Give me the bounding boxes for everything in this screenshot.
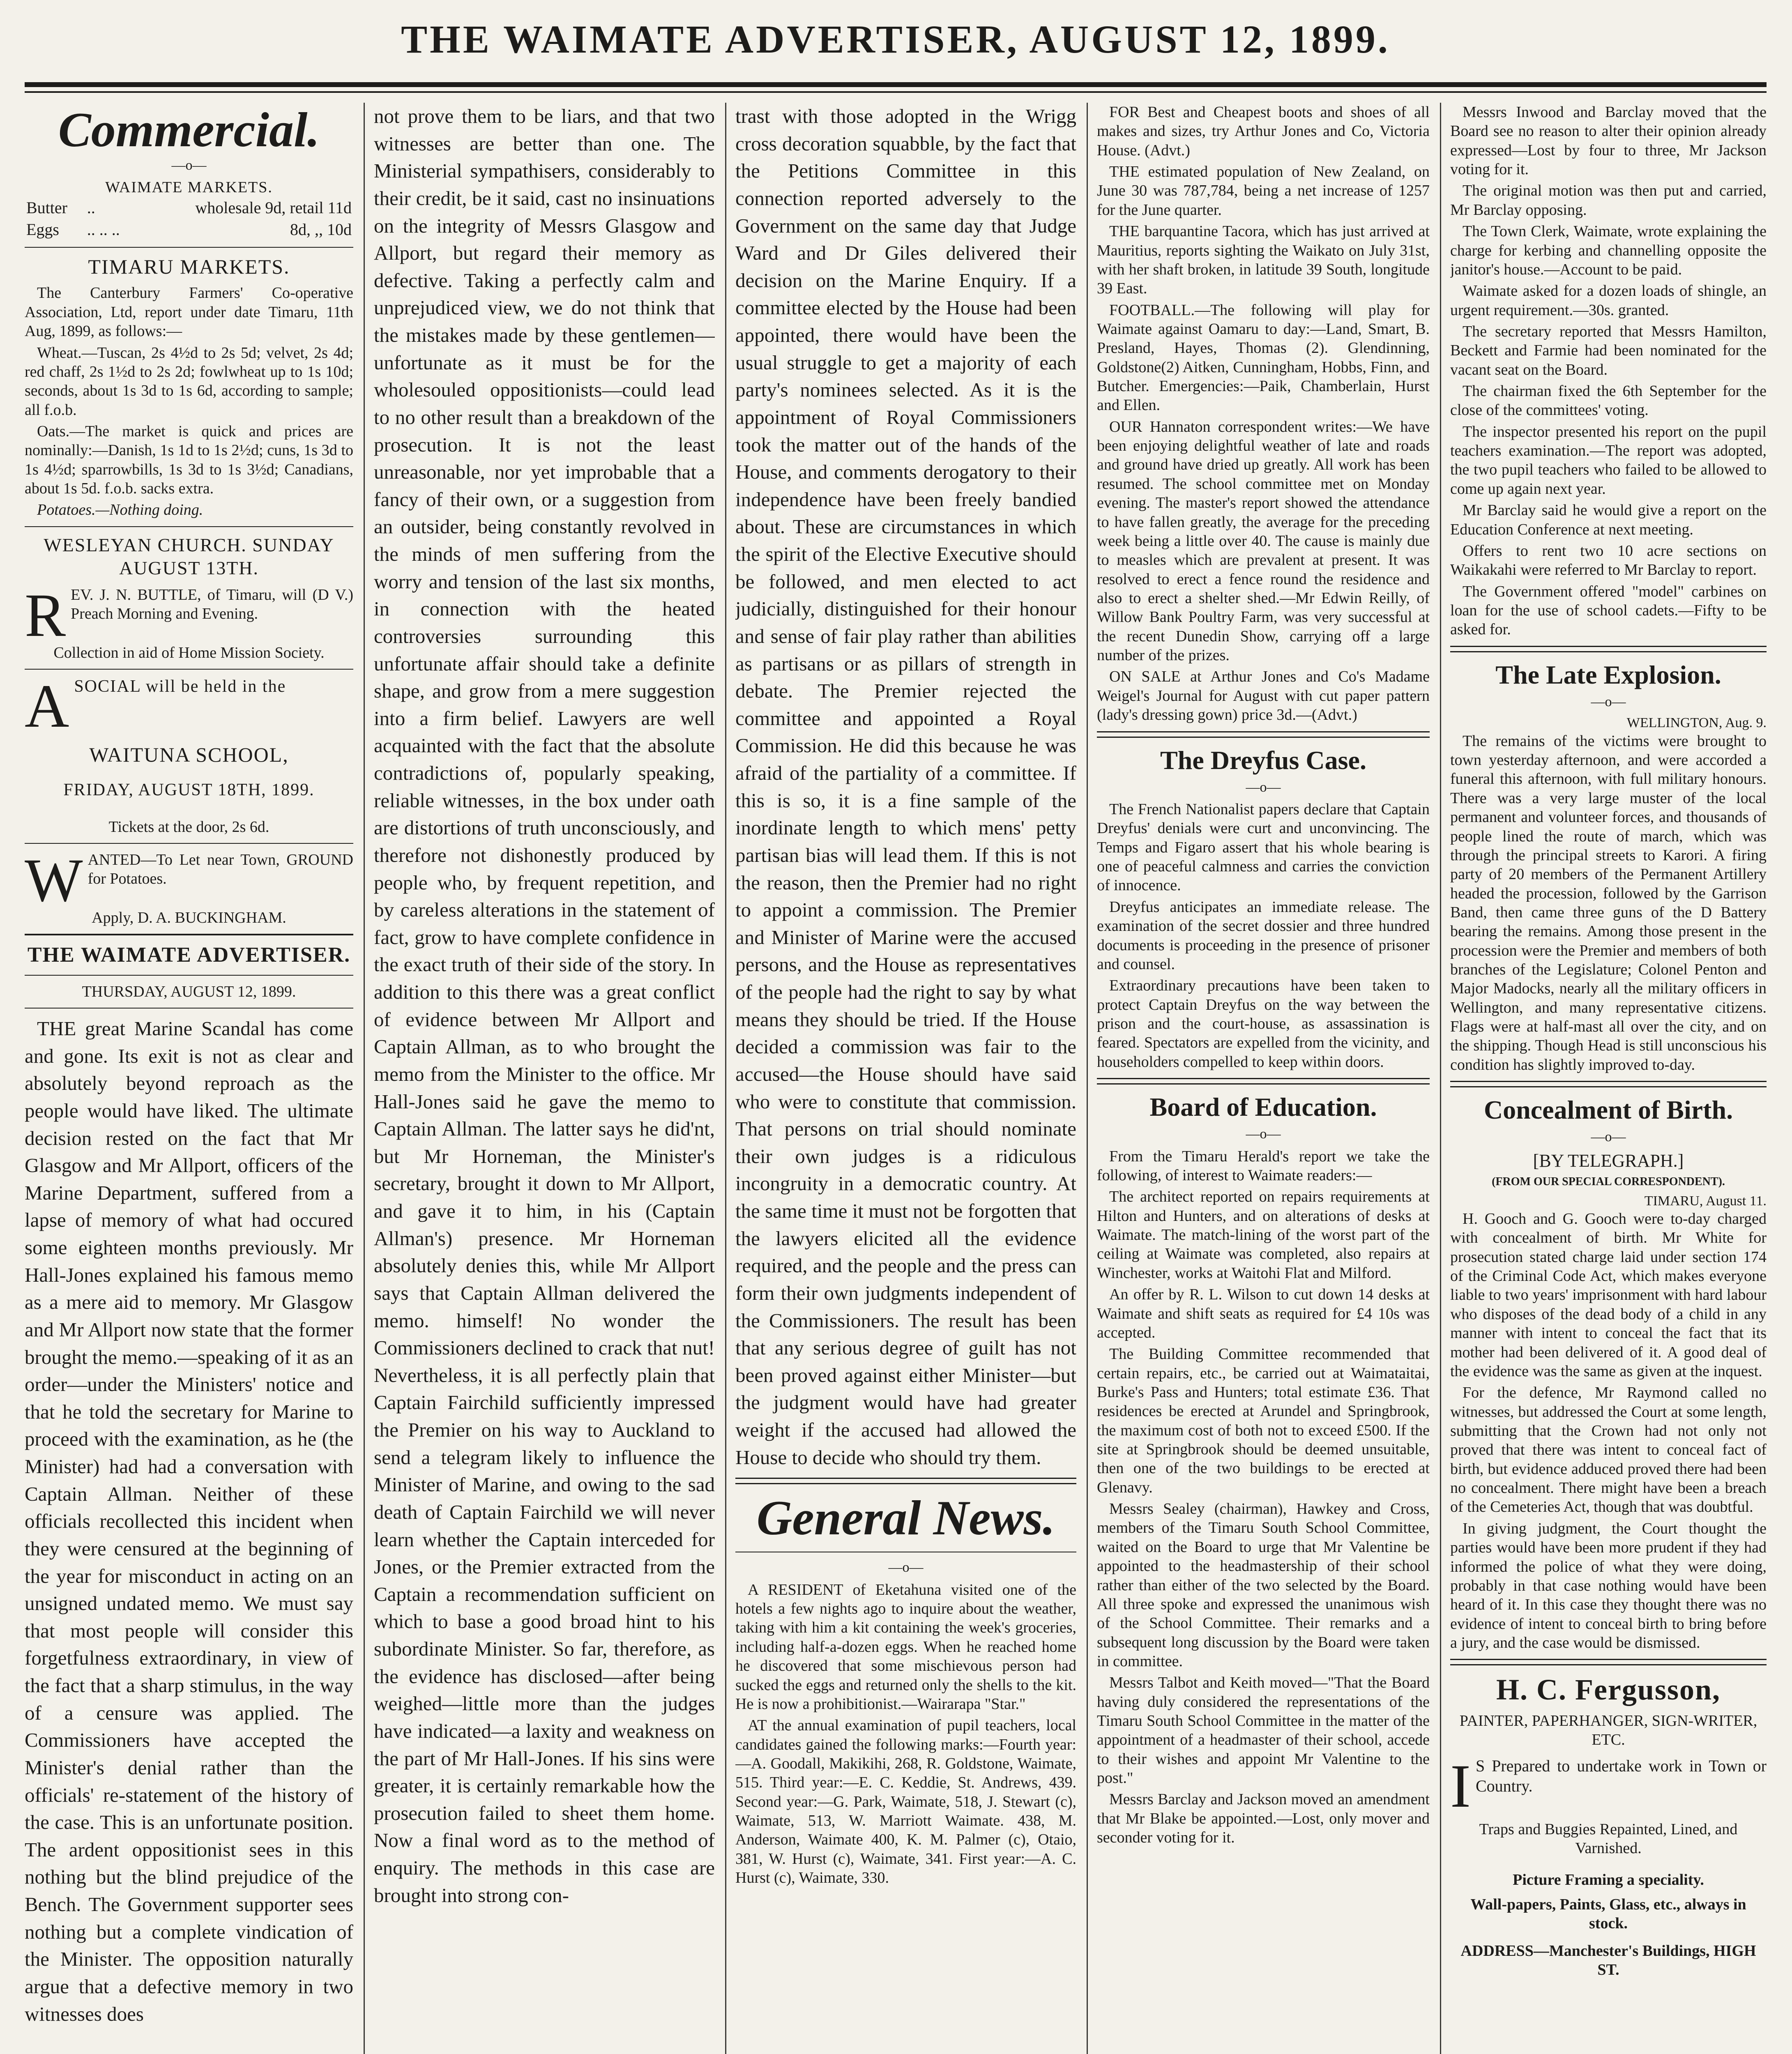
news-paragraph: FOR Best and Cheapest boots and shoes of all makes and sizes, try Arthur Jones and Co, Victoria House. (Advt.) [1097, 104, 1430, 159]
concealment-subhead: [BY TELEGRAPH.] [1533, 1150, 1684, 1171]
wanted-text: ANTED—To Let near Town, GROUND for Potatoes. [88, 851, 353, 888]
ornament: —o— [1591, 1129, 1626, 1145]
market-price: 8d, ,, 10d [290, 220, 352, 239]
news-paragraph: THE barquantine Tacora, which has just arrived at Mauritius, reports sighting the Waikato on July 31st, with her shaft broken, in latitude 39 South, longitude 39 East. [1097, 223, 1430, 297]
ad-address: ADDRESS—Manchester's Buildings, HIGH ST. [1460, 1942, 1756, 1978]
market-price: wholesale 9d, retail 11d [195, 198, 352, 217]
market-row [25, 219, 353, 241]
market-item: Eggs [26, 220, 59, 239]
news-paragraph: OUR Hannaton correspondent writes:—We have been enjoying delightful weather of late and roads and ground have dried up greatly. All work has been resumed. The school committee met on Monday evening. The master's report showed the attendance to have fallen greatly, the average for the preceding week being a little over 40. The cause is mainly due to measles which are prevalent at present. It was resolved to erect a fence round the residence and also to erect a shelter shed.—Mr Edwin Reilly, of Willow Bank Poultry Farm, was very successful at the recent Dunedin Show, carrying off a large number of the prizes. [1097, 418, 1430, 664]
market-dots: .. .. .. [87, 220, 120, 239]
explosion-paragraph: The remains of the victims were brought to town yesterday afternoon, and were accorded a funeral this afternoon, with full military honours. There was a very large muster of the local permanent and volunteer forces, and thousands of people lined the route of march, which was through the principal streets to Karori. A firing party of 20 members of the Permanent Artillery headed the procession, followed by the Garrison Band, then came three guns of the D Battery bearing the remains. Among those present in the procession were the Premier and members of both branches of the Legislature; Colonel Penton and Major Madocks, nearly all the military officers in Wellington, and many representative citizens. Flags were at half-mast all over the city, and on the shipping. Though Head is still unconscious his condition has slightly improved to-day. [1450, 732, 1767, 1073]
column-rule [1440, 103, 1441, 2054]
board-paragraph: The Building Committee recommended that certain repairs, etc., be carried out at Waimataitai, Burke's Pass and Hunters; total estimate £36. That residences be erected at Arundel and Springbrook, the maximum cost of both not to exceed £500. If the site at Springbrook should be deemed unsuitable, then one of the two buildings to be erected at Glenavy. [1097, 1345, 1430, 1496]
divider [735, 1478, 1076, 1484]
divider [25, 1008, 353, 1009]
divider [25, 526, 353, 527]
masthead-rule [25, 82, 1767, 87]
church-collection: Collection in aid of Home Mission Society. [53, 644, 325, 661]
concealment-paragraph: In giving judgment, the Court thought the parties would have been more prudent if they had informed the police of what they were doing, probably in that case nothing would have been heard of it. In this case they thought there was no evidence of intent to conceal birth to bring before a jury, and the case would be dismissed. [1450, 1520, 1767, 1651]
leader-conclusion: trast with those adopted in the Wrigg cross decoration squabble, by the fact that the Petitions Committee in this connection reported adversely to the Government on the same day that Judge Ward and Dr Giles delivered their decision on the Marine Enquiry. If a committee elected by the House had been appointed, there would have been the usual struggle to get a majority of each party's nominees selected. As it is the appointment of Royal Commissioners took the matter out of the hands of the House, and comments derogatory to their independence have been freely bandied about. These are circumstances in which the spirit of the Elective Executive should be followed, and men elected to act judicially, distinguished for their honour and sense of fair play rather than abilities as partisans or as pillars of strength in debate. The Premier rejected the committee and appointed a Royal Commission. He did this because he was afraid of the partiality of a committee. If this is so, it is a fine sample of the inordinate length to which mens' petty partisan bias will lead them. If this is not the reason, then the Premier had no right to appoint a commission. The Premier and Minister of Marine were the accused persons, and the House as representatives of the people had the right to say by what means they should be tried. If the House decided a commission was fair to the accused—the House should have said who were to constitute that commission. That persons on trial should nominate their own judges is a ridiculous incongruity in a democratic country. At the same time it must not be forgotten that the lawyers elicited all the evidence required, and the people and the press can form their own judgments independent of the Commissioners. The result has been that any serious degree of guilt has not been proved against either Minister—but the judgment would have had greater weight if the accused had allowed the House to decide who should try them. [735, 105, 1076, 1469]
ornament: —o— [1246, 1126, 1281, 1142]
board-paragraph: Offers to rent two 10 acre sections on Waikakahi were referred to Mr Barclay to report. [1450, 542, 1767, 579]
leader-paragraph: THE great Marine Scandal has come and gone. Its exit is not as clear and absolutely beyond reproach as the people would have liked. The ultimate decision rested on the fact that Mr Glasgow and Mr Allport, officers of the Marine Department, suffered from a lapse of memory of what had occured some eighteen months previously. Mr Hall-Jones explained his famous memo as a mere aid to memory. Mr Glasgow and Mr Allport now state that the former brought the memo.—speaking of it as an order—under the Ministers' notice and that he told the secretary for Marine to proceed with the examination, as he (the Minister) had had a conversation with Captain Allman. Neither of these officials recollected this incident when they were censured at the beginning of the year for misconduct in acting on an unsigned undated memo. We must say that most people will consider this forgetfulness extraordinary, in view of the fact that a sharp stimulus, in the way of a censure was applied. The Commissioners have accepted the Minister's denial rather than the officials' re-statement of the history of the case. This is an unfortunate position. The ardent oppositionist sees in this nothing but the blind prejudice of the Bench. The Government supporter sees nothing but a complete vindication of the Minister. The opposition naturally argue that a defective memory in two witnesses does [25, 1017, 353, 2025]
board-paragraph: The architect reported on repairs requirements at Hilton and Hunters, and on alterations of desks at Waimate. The match-lining of the worst part of the ceiling at Waimate was completed, also repairs at Winchester, works at Waitohi Flat and Milford. [1097, 1188, 1430, 1282]
concealment-paragraph: For the defence, Mr Raymond called no witnesses, but addressed the Court at some length, submitting that the Crown had not only not proved that there was intent to conceal fact of birth, but evidence adduced proved there had been no concealment. There might have been a breach of the Cemeteries Act, though that was doubtful. [1450, 1384, 1767, 1516]
dreyfus-heading: The Dreyfus Case. [1160, 745, 1366, 775]
dreyfus-paragraph: The French Nationalist papers declare that Captain Dreyfus' denials were curt and unconvincing. The Temps and Figaro assert that his whole bearing is one of peaceful calmness and carries the conviction of innocence. [1097, 801, 1430, 894]
column-1 [25, 103, 353, 2054]
board-paragraph: Mr Barclay said he would give a report on the Education Conference at next meeting. [1450, 502, 1767, 538]
social-line-3: FRIDAY, AUGUST 18TH, 1899. [63, 781, 315, 800]
ad-line: Picture Framing a speciality. [1513, 1871, 1704, 1888]
dropcap: W [25, 846, 83, 914]
ornament: —o— [171, 158, 207, 173]
divider [25, 669, 353, 670]
ornament: —o— [1246, 779, 1281, 795]
news-paragraph: ON SALE at Arthur Jones and Co's Madame Weigel's Journal for August with cut paper pattern (lady's dressing gown) price 3d.—(Advt.) [1097, 668, 1430, 724]
board-paragraph: Messrs Barclay and Jackson moved an amendment that Mr Blake be appointed.—Lost, only mover and seconder voting for it. [1097, 1791, 1430, 1847]
commercial-heading: Commercial. [58, 103, 320, 157]
divider [1450, 1081, 1767, 1087]
board-paragraph: The Government offered "model" carbines on loan for the use of school cadets.—Fifty to be asked for. [1450, 583, 1767, 638]
board-paragraph: Waimate asked for a dozen loads of shingle, an urgent requirement.—30s. granted. [1450, 282, 1767, 319]
social-line-1: SOCIAL will be held in the [74, 677, 286, 696]
board-paragraph: The chairman fixed the 6th September for the close of the committees' voting. [1450, 382, 1767, 419]
dreyfus-paragraph: Extraordinary precautions have been taken to protect Captain Dreyfus on the way between the prison and the court-house, as assassination is feared. Spectators are expelled from the vicinity, and householders compelled to keep within doors. [1097, 977, 1430, 1071]
explosion-dateline: WELLINGTON, Aug. 9. [1626, 715, 1767, 731]
wanted-apply: Apply, D. A. BUCKINGHAM. [92, 909, 286, 926]
news-paragraph: A RESIDENT of Eketahuna visited one of the hotels a few nights ago to inquire about the weather, taking with him a kit containing the week's groceries, including half-a-dozen eggs. When he reached home he discovered that some mischievous person had sucked the eggs and returned only the shells to the kit. He is now a prohibitionist.—Wairarapa "Star." [735, 1581, 1076, 1713]
board-paragraph: The secretary reported that Messrs Hamilton, Beckett and Farmie had been nominated for the vacant seat on the Board. [1450, 322, 1767, 378]
dropcap: I [1450, 1752, 1471, 1820]
board-paragraph: The original motion was then put and carried, Mr Barclay opposing. [1450, 182, 1767, 219]
news-paragraph: AT the annual examination of pupil teachers, local candidates gained the following marks:—Fourth year:—A. Goodall, Makikihi, 268, R. Goldstone, Waimate, 515. Third year:—E. C. Keddie, St. Andrews, 439. Second year:—G. Park, Waimate, 518, J. Stewart (c), Waimate, 513, W. Marriott Waimate. 438, M. Anderson, Waimate 400, K. M. Palmer (c), Otaio, 381, W. Hurst (c), Waimate, 341. First year:—A. C. Hurst (c), Waimate, 330. [735, 1717, 1076, 1887]
explosion-heading: The Late Explosion. [1495, 660, 1721, 689]
church-notice [25, 581, 353, 649]
concealment-heading: Concealment of Birth. [1483, 1095, 1733, 1125]
board-paragraph: The inspector presented his report on the pupil teachers examination.—The report was adopted, the two pupil teachers who failed to be allowed to come up again next year. [1450, 423, 1767, 497]
divider [25, 975, 353, 976]
wheat-report: Wheat.—Tuscan, 2s 4½d to 2s 5d; velvet, 2s 4d; red chaff, 2s 1½d to 2s 2d; fowlwheat up to 1s 10d; seconds, about 1s 3d to 1s 6d, according to sample; all f.o.b. [25, 344, 353, 419]
divider [25, 843, 353, 844]
concealment-from: (FROM OUR SPECIAL CORRESPONDENT). [1492, 1175, 1725, 1188]
board-paragraph: Messrs Sealey (chairman), Hawkey and Cross, members of the Timaru South School Committee, waited on the Board to urge that Mr Valentine be appointed to the headmastership of their school rather than either of the two selected by the Board. All three spoke and expressed the unanimous wish of the School Committee. Their remarks and a subsequent long discussion by the Board were taken in committee. [1097, 1500, 1430, 1670]
divider [1097, 731, 1430, 738]
ad-name: H. C. Fergusson, [1496, 1673, 1721, 1706]
dropcap: R [25, 581, 66, 649]
masthead-rule-thin [25, 91, 1767, 93]
waimate-markets-heading: WAIMATE MARKETS. [105, 179, 273, 196]
divider [1450, 646, 1767, 652]
general-news-heading: General News. [756, 1490, 1055, 1545]
concealment-paragraph: H. Gooch and G. Gooch were to-day charged with concealment of birth. Mr White for prosecution stated charge laid under section 174 of the Criminal Code Act, which makes everyone liable to two years' imprisonment with hard labour who disposes of the dead body of a child in any manner with intent to conceal the fact that its mother had been delivered of it. A good deal of the evidence was the same as given at the inquest. [1450, 1210, 1767, 1380]
timaru-intro: The Canterbury Farmers' Co-operative Association, Ltd, report under date Timaru, 11th Aug, 1899, as follows:— [25, 284, 353, 340]
ornament: —o— [1591, 694, 1626, 709]
ad-line: Wall-papers, Paints, Glass, etc., always in stock. [1470, 1895, 1746, 1932]
church-heading: WESLEYAN CHURCH. SUNDAY AUGUST 13TH. [44, 534, 334, 578]
column-5 [1450, 103, 1767, 2054]
divider [1097, 1078, 1430, 1085]
news-paragraph: FOOTBALL.—The following will play for Waimate against Oamaru to day:—Land, Smart, B. Presland, Hayes, Thomas (2). Glendinning, Goldstone(2) Aitken, Cunningham, Hobbs, Finn, and Butcher. Emergencies:—Paik, Chamberlain, Hurst and Ellen. [1097, 301, 1430, 414]
column-rule [1087, 103, 1088, 2054]
social-line-2: WAITUNA SCHOOL, [89, 743, 289, 767]
social-tickets: Tickets at the door, 2s 6d. [108, 818, 269, 836]
church-text: EV. J. N. BUTTLE, of Timaru, will (D V.) Preach Morning and Evening. [71, 586, 353, 623]
column-2 [374, 103, 715, 2054]
dreyfus-paragraph: Dreyfus anticipates an immediate release. The examination of the secret dossier and three hundred documents is proceeding in the presence of prisoner and counsel. [1097, 898, 1430, 973]
divider [1450, 1659, 1767, 1665]
divider [25, 934, 353, 935]
board-paragraph: Messrs Talbot and Keith moved—"That the Board having duly considered the representations of the Timaru South School Committee in the matter of the appointment of a headmaster of their school, accede to their wishes and appoint Mr Valentine to the post." [1097, 1674, 1430, 1787]
news-paragraph: THE estimated population of New Zealand, on June 30 was 787,784, being a net increase of 1257 for the June quarter. [1097, 163, 1430, 219]
concealment-dateline: TIMARU, August 11. [1644, 1193, 1767, 1209]
dropcap: A [25, 672, 69, 741]
paper-date: THURSDAY, AUGUST 12, 1899. [82, 983, 296, 1000]
ad-trade: PAINTER, PAPERHANGER, SIGN-WRITER, ETC. [1459, 1712, 1757, 1749]
column-4 [1097, 103, 1430, 2054]
board-paragraph: From the Timaru Herald's report we take the following, of interest to Waimate readers:— [1097, 1147, 1430, 1184]
board-paragraph: Messrs Inwood and Barclay moved that the Board see no reason to alter their opinion already expressed—Lost by four to three, Mr Jackson voting for it. [1450, 104, 1767, 178]
board-paragraph: The Town Clerk, Waimate, wrote explaining the charge for kerbing and channelling opposite the janitor's house.—Account to be paid. [1450, 223, 1767, 278]
market-row [25, 197, 353, 219]
board-paragraph: An offer by R. L. Wilson to cut down 14 desks at Waimate and shift seats as required for £4 10s was accepted. [1097, 1286, 1430, 1341]
wanted-notice [25, 846, 353, 927]
ornament: —o— [888, 1560, 924, 1575]
timaru-markets-heading: TIMARU MARKETS. [88, 255, 290, 279]
divider [25, 247, 353, 248]
column-3 [735, 103, 1076, 2054]
board-heading: Board of Education. [1149, 1092, 1377, 1122]
oats-report: Oats.—The market is quick and prices are nominally:—Danish, 1s 1d to 1s 2½d; cuns, 1s 3d to 1s 4½d; sparrowbills, 1s 3d to 1s 3½d; Canadians, about 1s 5d. f.o.b. sacks extra. [25, 422, 353, 497]
column-rule [725, 103, 726, 2054]
markets-table [25, 197, 353, 241]
market-item: Butter [26, 198, 67, 217]
paper-title: THE WAIMATE ADVERTISER. [27, 943, 351, 967]
masthead: THE WAIMATE ADVERTISER, AUGUST 12, 1899. [401, 17, 1390, 61]
ad-body [1450, 1752, 1767, 1980]
market-dots: .. [87, 198, 95, 217]
social-notice [25, 672, 353, 836]
ad-line: Traps and Buggies Repainted, Lined, and Varnished. [1479, 1820, 1738, 1857]
ad-line: S Prepared to undertake work in Town or Country. [1475, 1756, 1767, 1795]
potatoes-report: Potatoes.—Nothing doing. [37, 501, 203, 519]
leader-continued: not prove them to be liars, and that two witnesses are better than one. The Ministerial sympathisers, considerably to their credit, be it said, cast no insinuations on the integrity of Messrs Glasgow and Allport, but regard their memory as defective. Taking a perfectly calm and unprejudiced view, we do not think that the mistakes made by these gentlemen—unfortunate as it must be for the wholesouled oppositionists—could lead to no other result than a breakdown of the prosecution. It is not the least unreasonable, nor yet improbable that a fancy of their own, or a suggestion from an outsider, being constantly revolved in the minds of men suffering from the worry and tension of the last six months, in connection with the heated controversies surrounding this unfortunate affair should take a definite shape, and grow from a mere suggestion into a firm belief. Lawyers are well acquainted with the fact that the absolute contradictions of, popularly speaking, reliable witnesses, in the box under oath are distortions of truth unconsciously, and therefore not dishonestly produced by people who, by frequent repetition, and by careless alterations in the statement of fact, grow to have complete confidence in the exact truth of their side of the story. In addition to this there was a great conflict of evidence between Mr Allport and Captain Allman, as to who brought the memo from the Minister to the office. Mr Hall-Jones said he gave the memo to Captain Allman. The latter says he did'nt, but Mr Horneman, the Minister's secretary, brought it down to Mr Allport, and gave it to him, in his (Captain Allman's) presence. Mr Horneman absolutely denies this, while Mr Allport says that Captain Allman delivered the memo. himself! No wonder the Commissioners declined to crack that nut! Nevertheless, it is all perfectly plain that Captain Fairchild sufficiently impressed the Premier on his way to Auckland to send a telegram likely to influence the Minister of Marine, and owing to the sad death of Captain Fairchild we will never learn whether the Captain interceded for Jones, or the Premier extracted from the Captain a recommendation sufficient on which to base a good broad hint to his subordinate Minister. So far, therefore, as the evidence has disclosed—after being weighed—little more than the judges have indicated—a laxity and weakness on the part of Mr Hall-Jones. If his sins were greater, it is certainly remarkable how the prosecution failed to sheet them home. Now a final word as to the method of enquiry. The methods in this case are brought into strong con- [374, 105, 715, 1907]
column-rule [364, 103, 365, 2054]
